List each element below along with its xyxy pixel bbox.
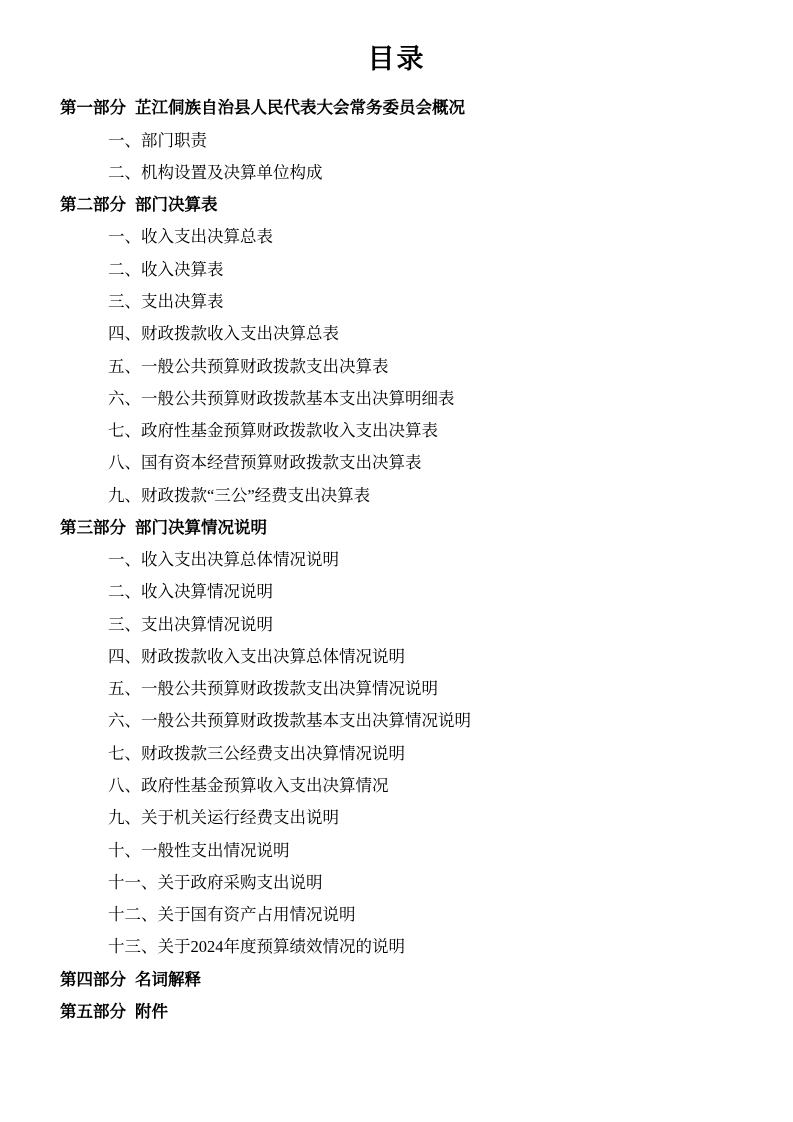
toc-sub-number: 五、 — [108, 679, 141, 699]
toc-sub-item[interactable] — [60, 351, 733, 383]
toc-sub-item[interactable] — [60, 157, 733, 189]
toc-sub-label: 机构设置及决算单位构成 — [141, 162, 323, 182]
toc-sub-label: 关于机关运行经费支出说明 — [141, 808, 339, 828]
toc-sub-item[interactable] — [60, 802, 733, 834]
toc-sub-label: 支出决算情况说明 — [141, 614, 273, 634]
toc-sub-number: 一、 — [108, 550, 141, 570]
toc-sub-label: 一般公共预算财政拨款基本支出决算情况说明 — [141, 711, 471, 731]
toc-sub-number: 十三、 — [108, 937, 158, 957]
toc-sub-number: 一、 — [108, 130, 141, 150]
toc-sub-number: 四、 — [108, 324, 141, 344]
toc-sub-item[interactable] — [60, 383, 733, 415]
toc-part-number: 第三部分 — [60, 517, 126, 537]
toc-sub-item[interactable] — [60, 835, 733, 867]
toc-part-item[interactable] — [60, 189, 733, 221]
toc-sub-number: 二、 — [108, 582, 141, 602]
toc-sub-item[interactable] — [60, 641, 733, 673]
toc-sub-item[interactable] — [60, 286, 733, 318]
toc-sub-number: 十、 — [108, 840, 141, 860]
toc-sub-number: 五、 — [108, 356, 141, 376]
toc-sub-label: 收入决算表 — [141, 259, 224, 279]
toc-sub-number: 二、 — [108, 162, 141, 182]
toc-sub-item[interactable] — [60, 770, 733, 802]
toc-sub-label: 政府性基金预算收入支出决算情况 — [141, 775, 389, 795]
toc-sub-number: 十二、 — [108, 905, 158, 925]
toc-sub-number: 三、 — [108, 291, 141, 311]
toc-sub-item[interactable] — [60, 221, 733, 253]
toc-sub-label: 收入支出决算总表 — [141, 227, 273, 247]
toc-sub-number: 九、 — [108, 808, 141, 828]
toc-part-number: 第四部分 — [60, 969, 126, 989]
toc-sub-number: 四、 — [108, 646, 141, 666]
toc-part-label: 部门决算情况说明 — [135, 517, 267, 537]
toc-sub-number: 七、 — [108, 743, 141, 763]
toc-sub-label: 政府性基金预算财政拨款收入支出决算表 — [141, 421, 438, 441]
page-title: 目录 — [367, 44, 426, 75]
toc-sub-item[interactable] — [60, 867, 733, 899]
toc-sub-label: 关于政府采购支出说明 — [157, 872, 323, 892]
toc-sub-label: 关于国有资产占用情况说明 — [157, 905, 356, 925]
toc-sub-item[interactable] — [60, 931, 733, 963]
toc-part-label: 芷江侗族自治县人民代表大会常务委员会概况 — [135, 98, 465, 118]
toc-sub-label: 一般公共预算财政拨款支出决算表 — [141, 356, 389, 376]
toc-sub-item[interactable] — [60, 544, 733, 576]
toc-sub-label: 财政拨款收入支出决算总体情况说明 — [141, 646, 405, 666]
toc-part-item[interactable] — [60, 92, 733, 124]
toc-sub-number: 六、 — [108, 388, 141, 408]
toc-sub-label: 财政拨款“三公”经费支出决算表 — [141, 485, 371, 505]
toc-sub-number: 七、 — [108, 421, 141, 441]
toc-sub-item[interactable] — [60, 576, 733, 608]
toc-sub-item[interactable] — [60, 480, 733, 512]
toc-sub-item[interactable] — [60, 705, 733, 737]
toc-part-item[interactable] — [60, 996, 733, 1028]
toc-sub-label: 财政拨款三公经费支出决算情况说明 — [141, 743, 405, 763]
toc-part-item[interactable] — [60, 964, 733, 996]
toc-sub-number: 八、 — [108, 453, 141, 473]
toc-sub-label: 财政拨款收入支出决算总表 — [141, 324, 339, 344]
toc-sub-item[interactable] — [60, 673, 733, 705]
toc-sub-number: 八、 — [108, 775, 141, 795]
toc-sub-item[interactable] — [60, 415, 733, 447]
toc-part-number: 第五部分 — [60, 1001, 126, 1021]
toc-sub-item[interactable] — [60, 254, 733, 286]
toc-sub-label: 一般公共预算财政拨款支出决算情况说明 — [141, 679, 438, 699]
toc-sub-label: 收入决算情况说明 — [141, 582, 273, 602]
toc-sub-label: 一般性支出情况说明 — [141, 840, 290, 860]
toc-part-label: 名词解释 — [135, 969, 201, 989]
table-of-contents — [60, 92, 733, 1028]
toc-sub-item[interactable] — [60, 899, 733, 931]
toc-sub-number: 一、 — [108, 227, 141, 247]
toc-part-item[interactable] — [60, 512, 733, 544]
toc-sub-label: 收入支出决算总体情况说明 — [141, 550, 339, 570]
toc-sub-number: 十一、 — [108, 872, 158, 892]
toc-sub-label: 支出决算表 — [141, 291, 224, 311]
toc-sub-number: 九、 — [108, 485, 141, 505]
toc-sub-item[interactable] — [60, 609, 733, 641]
toc-sub-item[interactable] — [60, 125, 733, 157]
toc-sub-item[interactable] — [60, 318, 733, 350]
toc-sub-label: 一般公共预算财政拨款基本支出决算明细表 — [141, 388, 455, 408]
toc-sub-item[interactable] — [60, 738, 733, 770]
toc-sub-label: 国有资本经营预算财政拨款支出决算表 — [141, 453, 422, 473]
toc-sub-item[interactable] — [60, 447, 733, 479]
toc-part-label: 部门决算表 — [135, 195, 218, 215]
toc-sub-label: 部门职责 — [141, 130, 207, 150]
toc-sub-number: 三、 — [108, 614, 141, 634]
toc-part-label: 附件 — [135, 1001, 168, 1021]
toc-sub-label: 关于2024年度预算绩效情况的说明 — [157, 937, 405, 957]
toc-part-number: 第二部分 — [60, 195, 126, 215]
toc-sub-number: 二、 — [108, 259, 141, 279]
toc-part-number: 第一部分 — [60, 98, 126, 118]
toc-sub-number: 六、 — [108, 711, 141, 731]
